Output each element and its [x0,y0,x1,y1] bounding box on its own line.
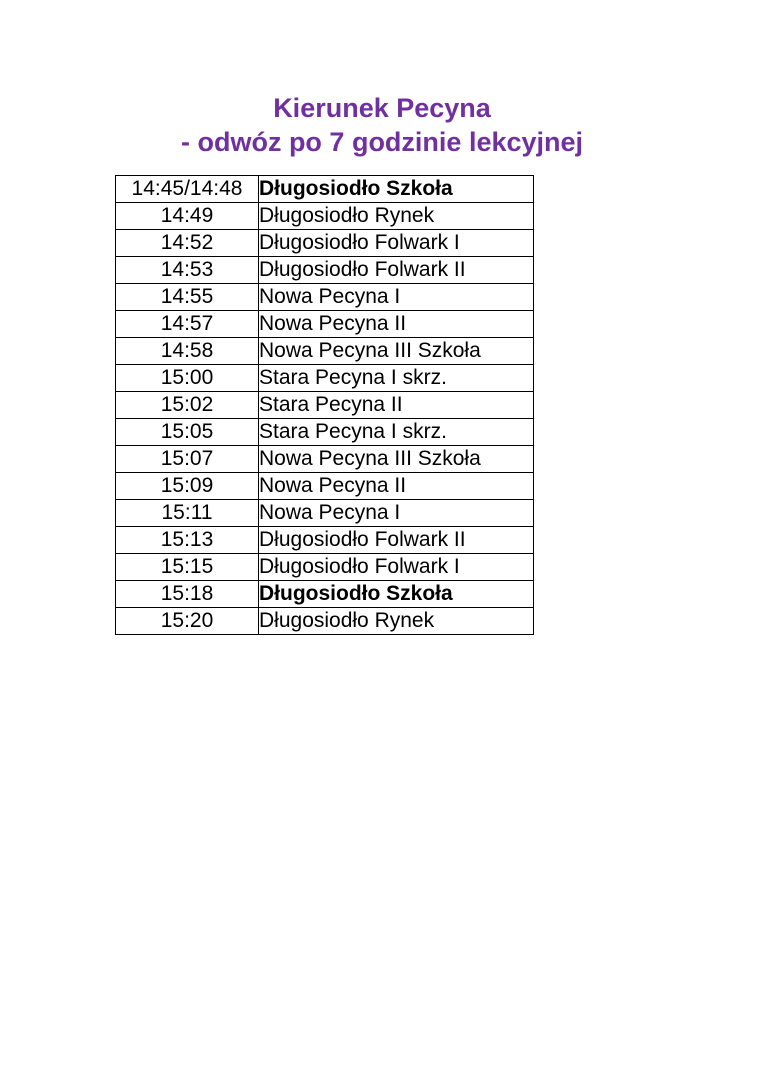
time-cell: 15:02 [116,392,259,419]
table-row [116,311,534,338]
stop-cell: Stara Pecyna II [259,392,534,419]
stop-cell: Stara Pecyna I skrz. [259,365,534,392]
time-cell: 15:05 [116,419,259,446]
stop-cell: Długosiodło Rynek [259,203,534,230]
stop-cell: Długosiodło Szkoła [259,581,534,608]
time-cell: 15:11 [116,500,259,527]
stop-cell: Stara Pecyna I skrz. [259,419,534,446]
time-cell: 14:49 [116,203,259,230]
table-row [116,581,534,608]
table-row [116,446,534,473]
stop-cell: Długosiodło Folwark II [259,257,534,284]
time-cell: 15:15 [116,554,259,581]
stop-cell: Nowa Pecyna II [259,473,534,500]
time-cell: 15:13 [116,527,259,554]
stop-cell: Nowa Pecyna III Szkoła [259,338,534,365]
time-cell: 15:00 [116,365,259,392]
timetable-body [116,176,534,635]
time-cell: 14:53 [116,257,259,284]
stop-cell: Nowa Pecyna I [259,500,534,527]
stop-cell: Długosiodło Folwark I [259,230,534,257]
stop-cell: Długosiodło Folwark I [259,554,534,581]
page-subtitle-line-2: - odwóz po 7 godzinie lekcyjnej [180,127,584,157]
timetable [115,175,534,635]
page-title-line-1: Kierunek Pecyna [273,93,491,123]
stop-cell: Długosiodło Szkoła [259,176,534,203]
time-cell: 14:45/14:48 [116,176,259,203]
time-cell: 14:57 [116,311,259,338]
time-cell: 14:58 [116,338,259,365]
time-cell: 14:52 [116,230,259,257]
time-cell: 15:18 [116,581,259,608]
stop-cell: Długosiodło Rynek [259,608,534,635]
table-row [116,473,534,500]
table-row [116,419,534,446]
table-row [116,338,534,365]
time-cell: 15:20 [116,608,259,635]
table-row [116,284,534,311]
table-row [116,554,534,581]
stop-cell: Nowa Pecyna I [259,284,534,311]
table-row [116,176,534,203]
table-row [116,203,534,230]
table-row [116,230,534,257]
time-cell: 14:55 [116,284,259,311]
table-row [116,257,534,284]
table-row [116,392,534,419]
stop-cell: Nowa Pecyna III Szkoła [259,446,534,473]
table-row [116,527,534,554]
stop-cell: Długosiodło Folwark II [259,527,534,554]
stop-cell: Nowa Pecyna II [259,311,534,338]
table-row [116,500,534,527]
time-cell: 15:07 [116,446,259,473]
table-row [116,365,534,392]
table-row [116,608,534,635]
time-cell: 15:09 [116,473,259,500]
